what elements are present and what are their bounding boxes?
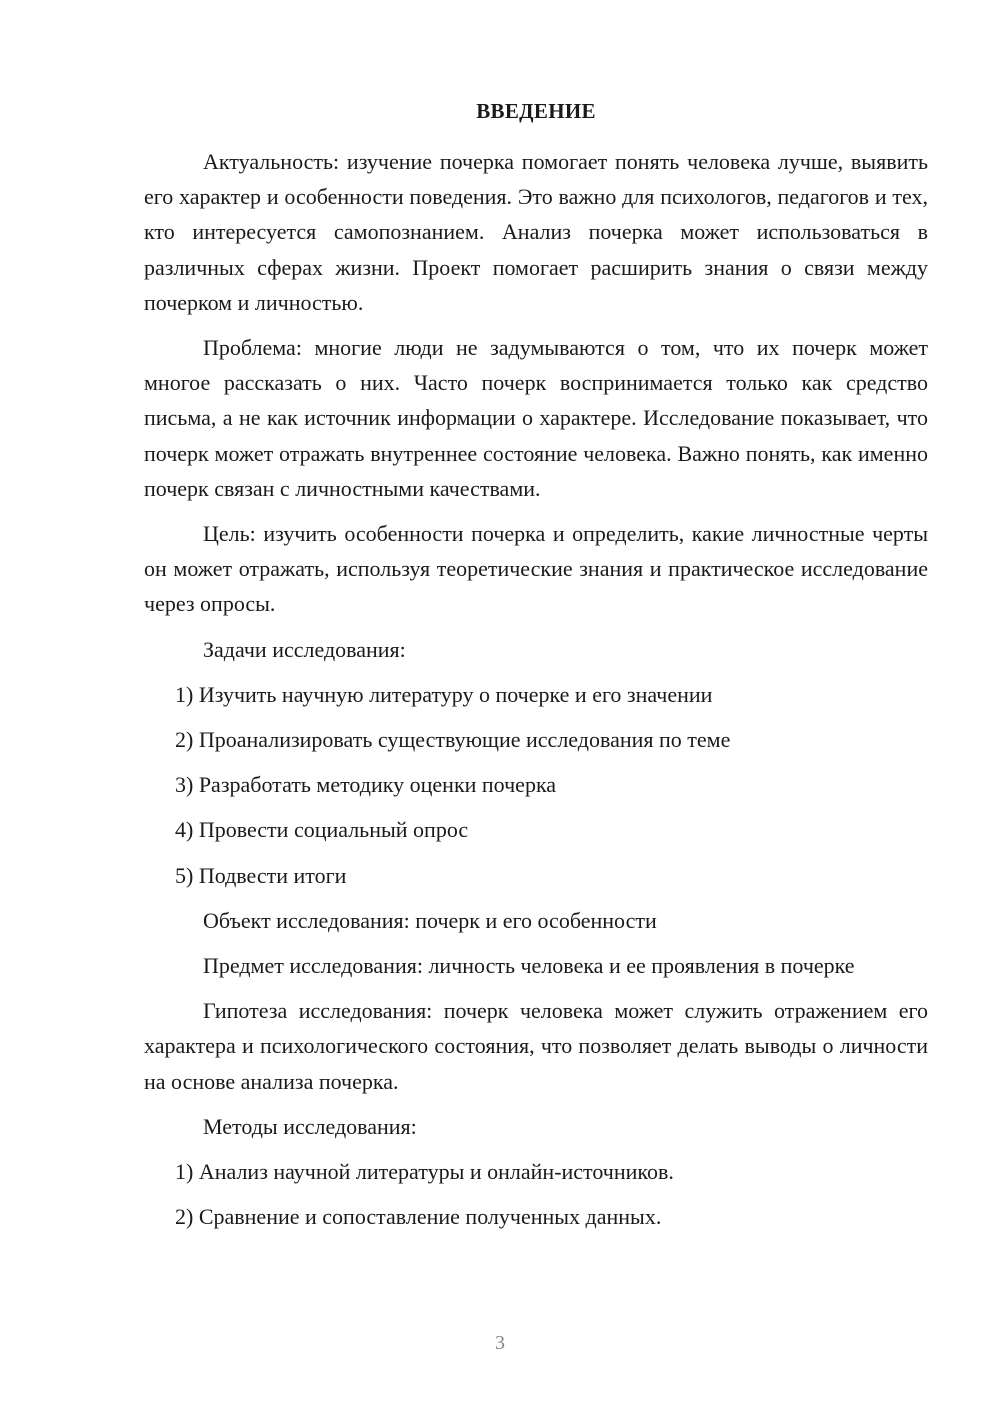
- goal-paragraph: Цель: изучить особенности почерка и определить, какие личностные черты он может отражать, используя теоретические знания и практическое исследование через опросы.: [144, 521, 928, 617]
- page-number: 3: [495, 1332, 505, 1354]
- problem-paragraph: Проблема: многие люди не задумываются о том, что их почерк может многое рассказать о них. Часто почерк воспринимается только как средство письма, а не как источник информации о характере. Исследование показывает, что почерк может отражать внутреннее состояние человека. Важно понять, как именно почерк связан с личностными качествами.: [144, 335, 928, 501]
- subject-paragraph: Предмет исследования: личность человека и ее проявления в почерке: [203, 953, 855, 979]
- list-item: 5) Подвести итоги: [175, 862, 347, 888]
- list-item: 2) Проанализировать существующие исследования по теме: [175, 727, 731, 753]
- hypothesis-paragraph: Гипотеза исследования: почерк человека может служить отражением его характера и психологического состояния, что позволяет делать выводы о личности на основе анализа почерка.: [144, 998, 928, 1094]
- list-item: 1) Анализ научной литературы и онлайн-источников.: [175, 1159, 674, 1185]
- list-item: 4) Провести социальный опрос: [175, 817, 469, 843]
- methods-heading: Методы исследования:: [203, 1113, 417, 1139]
- tasks-list: [144, 677, 928, 893]
- relevance-paragraph: Актуальность: изучение почерка помогает понять человека лучше, выявить его характер и особенности поведения. Это важно для психологов, педагогов и тех, кто интересуется самопознанием. Анализ почерка может использоваться в различных сферах жизни. Проект помогает расширить знания о связи между почерком и личностью.: [144, 149, 928, 315]
- document-page: [144, 96, 928, 1234]
- list-item: 2) Сравнение и сопоставление полученных данных.: [175, 1204, 662, 1230]
- page-title: ВВЕДЕНИЕ: [476, 99, 596, 123]
- object-paragraph: Объект исследования: почерк и его особенности: [203, 907, 657, 933]
- list-item: 1) Изучить научную литературу о почерке и его значении: [175, 681, 713, 707]
- tasks-heading: Задачи исследования:: [203, 636, 406, 662]
- methods-list: [144, 1154, 928, 1234]
- list-item: 3) Разработать методику оценки почерка: [175, 772, 557, 798]
